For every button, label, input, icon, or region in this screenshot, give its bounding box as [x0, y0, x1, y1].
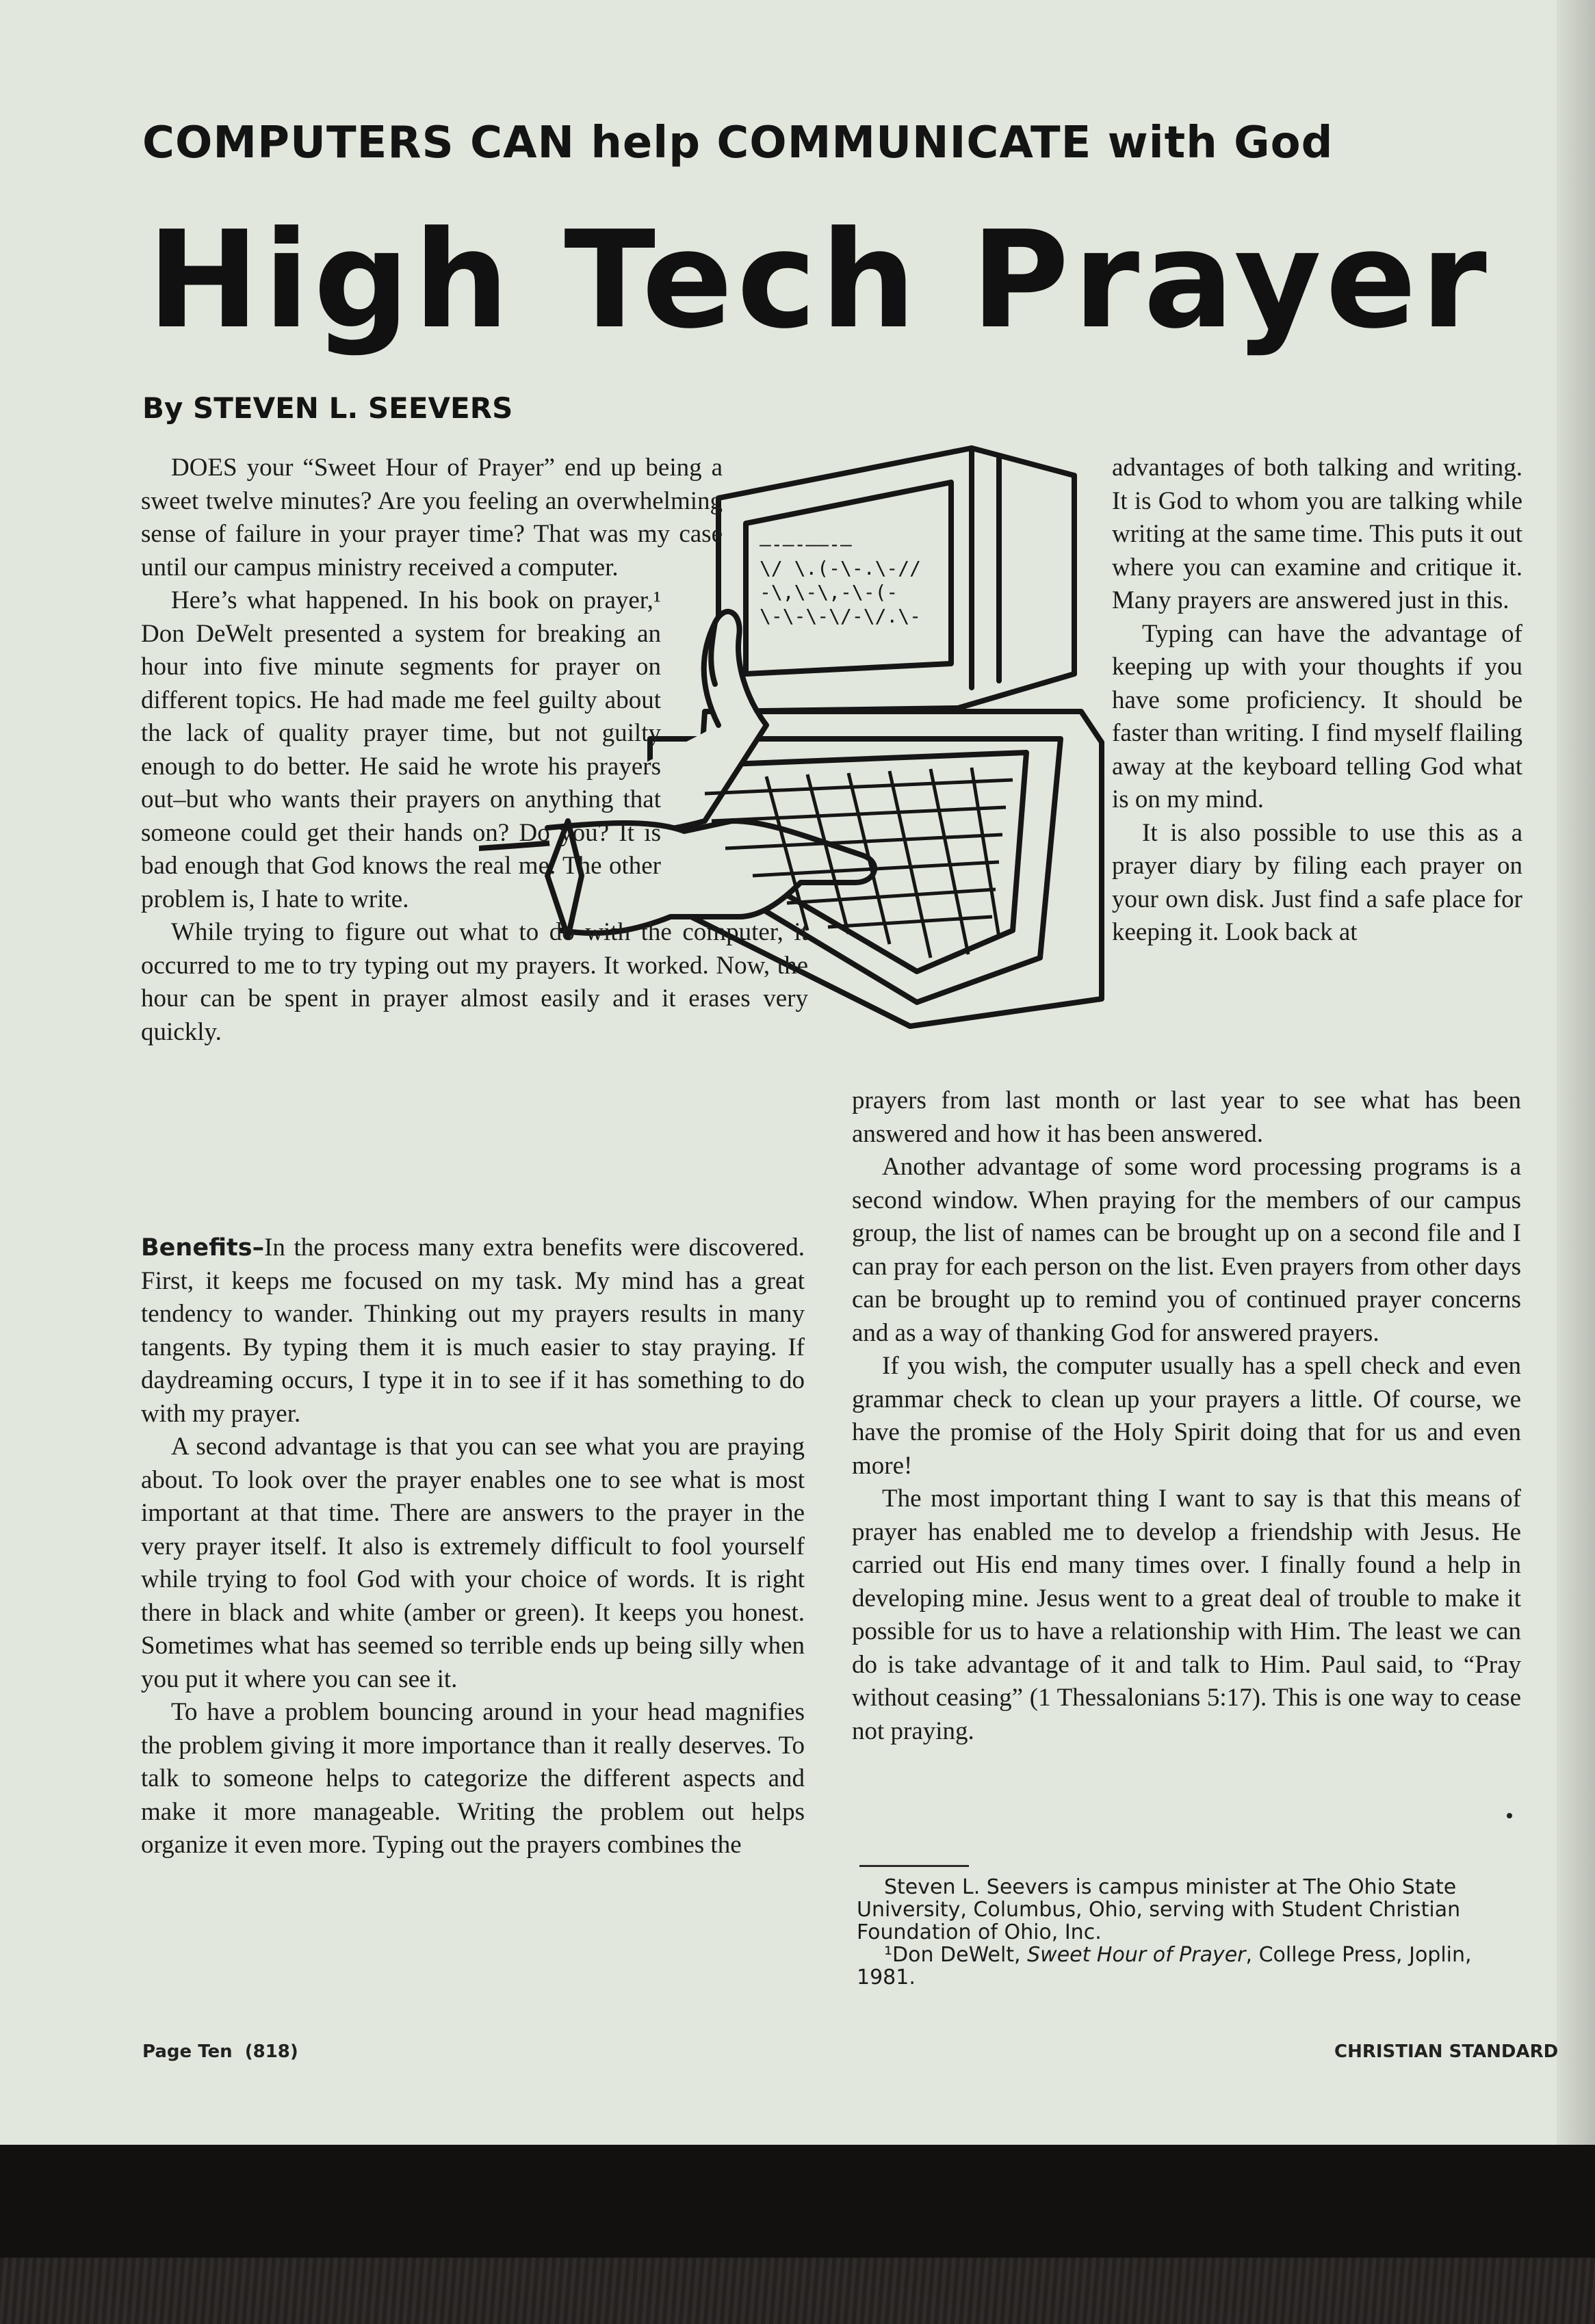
article-kicker: COMPUTERS CAN help COMMUNICATE with God [142, 118, 1334, 168]
paragraph: Here’s what happened. In his book on prayer,¹ Don DeWelt presented a system for breaking an hour into five minute segments for prayer on different topics. He had made me feel guilty about the lack of quality prayer time, but not guilty enough to do better. He said he wrote his prayers out–but who wants their prayers on anything that someone could get their hands on? Do you? It is bad enough that God knows the real me. The other problem is, I hate to write. [141, 586, 661, 913]
paragraph: If you wish, the computer usually has a spell check and even grammar check to clean up your prayers a little. Of course, we have the promise of the Holy Spirit doing that for us and even more! [852, 1352, 1521, 1480]
fabric-texture [0, 2258, 1595, 2324]
folio-publication: CHRISTIAN STANDARD [1334, 2041, 1559, 2062]
column-left-top [141, 452, 825, 1049]
paragraph: DOES your “Sweet Hour of Prayer” end up being a sweet twelve minutes? Are you feeling an overwhelming sense of failure in your prayer time? That was my case until our campus ministry received a computer. [141, 454, 723, 582]
footnote-rule [859, 1865, 969, 1867]
benefits-text: In the process many extra benefits were discovered. First, it keeps me focused on my task. My mind has a great tendency to wander. Thinking out my prayers results in many tangents. By typing them it is much easier to stay praying. If daydreaming occurs, I type it in to see if it has something to do with my prayer. [141, 1233, 805, 1428]
paragraph: Another advantage of some word processing programs is a second window. When praying for the members of our campus group, the list of names can be brought up on a second file and I can pray for each person on the list. Even prayers from other days can be brought up to remind you of continued prayer concerns and as a way of thanking God for answered prayers. [852, 1153, 1521, 1347]
screen-line-2: \/ \.(-\-.\-// [760, 557, 922, 579]
article-headline: High Tech Prayer [147, 203, 1491, 358]
paragraph: While trying to figure out what to do with the computer, it occurred to me to try typing out my prayers. It worked. Now, the hour can be spent in prayer almost easily and it erases very quickly. [141, 918, 808, 1046]
paragraph: To have a problem bouncing around in your head magnifies the problem giving it more importance than it really deserves. To talk to someone helps to categorize the different aspects and make it more manageable. Writing the problem out helps organize it even more. Typing out the prayers combines the [141, 1698, 805, 1859]
screen-line-1: —-—-——-— [760, 533, 852, 556]
benefits-paragraph [141, 1231, 805, 1431]
footnote-suffix: , College Press, Joplin, 1981. [857, 1943, 1472, 1989]
footnote-title: Sweet Hour of Prayer [1027, 1943, 1246, 1967]
page-edge-shadow [1557, 0, 1595, 2145]
footnotes [857, 1876, 1520, 1989]
author-bio: Steven L. Seevers is campus minister at The Ohio State University, Columbus, Ohio, serving with Student Christian Foundation of Ohio, Inc. [857, 1875, 1461, 1944]
column-right-bottom [852, 1084, 1521, 1748]
paragraph: Typing can have the advantage of keeping up with your thoughts if you have some proficiency. It should be faster than writing. I find myself flailing away at the keyboard telling God what is on my mind. [1112, 619, 1522, 813]
folio-page-number: Page Ten (818) [142, 2041, 298, 2062]
column-right-top [1112, 452, 1522, 950]
column-left-bottom [141, 1231, 805, 1862]
paragraph: A second advantage is that you can see what you are praying about. To look over the prayer enables one to see what is most important at that time. There are answers to the prayer in the very prayer itself. It also is extremely difficult to fool yourself while trying to fool God with your choice of words. It is right there in black and white (amber or green). It keeps you honest. Sometimes what has seemed so terrible ends up being silly when you put it where you can see it. [141, 1433, 805, 1693]
screen-line-4: \-\-\-\/-\/.\- [760, 605, 922, 627]
paragraph: It is also possible to use this as a prayer diary by filing each prayer on your own disk. Just find a safe place for keeping it. Look back at [1112, 818, 1522, 946]
article-byline: By STEVEN L. SEEVERS [142, 391, 513, 425]
paragraph: prayers from last month or last year to see what has been answered and how it has been answered. [852, 1086, 1521, 1148]
footnote-reference [857, 1944, 1520, 1989]
end-mark [1507, 1813, 1512, 1818]
benefits-runin: Benefits– [141, 1234, 265, 1262]
screen-line-3: -\,\-\,-\-(- [760, 581, 898, 603]
paragraph: The most important thing I want to say is that this means of prayer has enabled me to develop a friendship with Jesus. He carried out His end many times over. I finally found a help in developing mine. Jesus went to a great deal of trouble to make it possible for us to have a relationship with Him. The least we can do is take advantage of it and talk to Him. Paul said, to “Pray without ceasing” (1 Thessalonians 5:17). This is one way to cease not praying. [852, 1485, 1521, 1745]
paragraph: advantages of both talking and writing. It is God to whom you are talking while writing at the same time. This puts it out where you can examine and critique it. Many prayers are answered just in this. [1112, 454, 1522, 614]
footnote-prefix: ¹Don DeWelt, [884, 1943, 1028, 1967]
